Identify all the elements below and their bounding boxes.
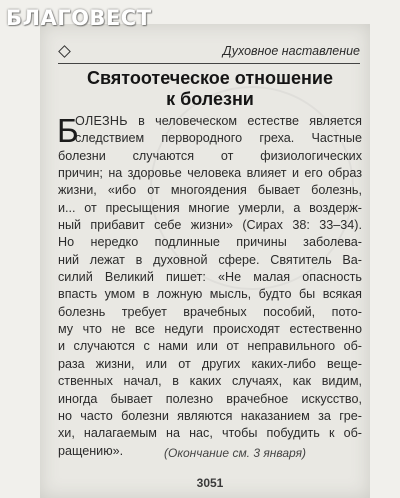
title-line-1: Святоотеческое отношение <box>86 68 334 88</box>
body-line: ний лежат в духовной сфере. Святитель Ва- <box>58 252 362 267</box>
body-line: и случаются с нами или от неправильного об- <box>58 339 362 354</box>
section-label: Духовное наставление <box>222 44 360 58</box>
body-line: и... от пресыщения многие умерли, а воздерж- <box>58 200 362 215</box>
body-line: силий Великий пишет: «Не малая опасность <box>58 270 362 285</box>
drop-cap: Б <box>57 112 79 149</box>
header-divider <box>58 63 360 64</box>
body-line: му что не все недуги происходят естественно <box>58 322 362 337</box>
watermark-logo: БЛАГОВЕСТ <box>6 6 152 30</box>
article-body <box>58 113 362 460</box>
body-line: следствием первородного греха. Частные <box>75 131 362 146</box>
body-line: Но нередко подлинные причины заболева- <box>58 235 362 250</box>
section-header <box>60 44 360 60</box>
body-line: ственных начал, в каких случаях, как видим, <box>58 374 362 389</box>
first-word: ОЛЕЗНЬ <box>75 114 128 128</box>
title-line-2: к болезни <box>166 89 254 109</box>
continuation-note: (Окончание см. 3 января) <box>164 446 306 460</box>
body-line: впасть умом в ложную мысль, будто бы всякая <box>58 287 362 302</box>
body-line: болезнь требует врачебных пособий, пото- <box>58 304 362 319</box>
body-line-first <box>58 113 362 130</box>
article-title <box>60 68 360 110</box>
first-line-text: в человеческом естестве является <box>127 114 362 128</box>
body-line: хи, налагаемым на нас, чтобы побудить к об- <box>58 426 362 441</box>
diamond-icon <box>58 45 71 58</box>
body-line-last: ращению». <box>58 443 124 458</box>
body-line: иногда бывает полезно врачебное искусство, <box>58 391 362 406</box>
page-number: 3051 <box>196 476 224 490</box>
body-line: ный прибавит себе жизни» (Сирах 38: 33–34). <box>58 218 362 233</box>
body-line: болезни случаются от физиологических <box>58 148 362 163</box>
body-line: жизни, «ибо от многоядения бывает болезнь, <box>58 183 362 198</box>
body-line: причин; на здоровье человека влияет и его образ <box>58 166 362 181</box>
body-line: раза жизни, или от других каких-либо веще- <box>58 356 362 371</box>
body-line: но часто болезни являются наказанием за гре- <box>58 408 362 423</box>
